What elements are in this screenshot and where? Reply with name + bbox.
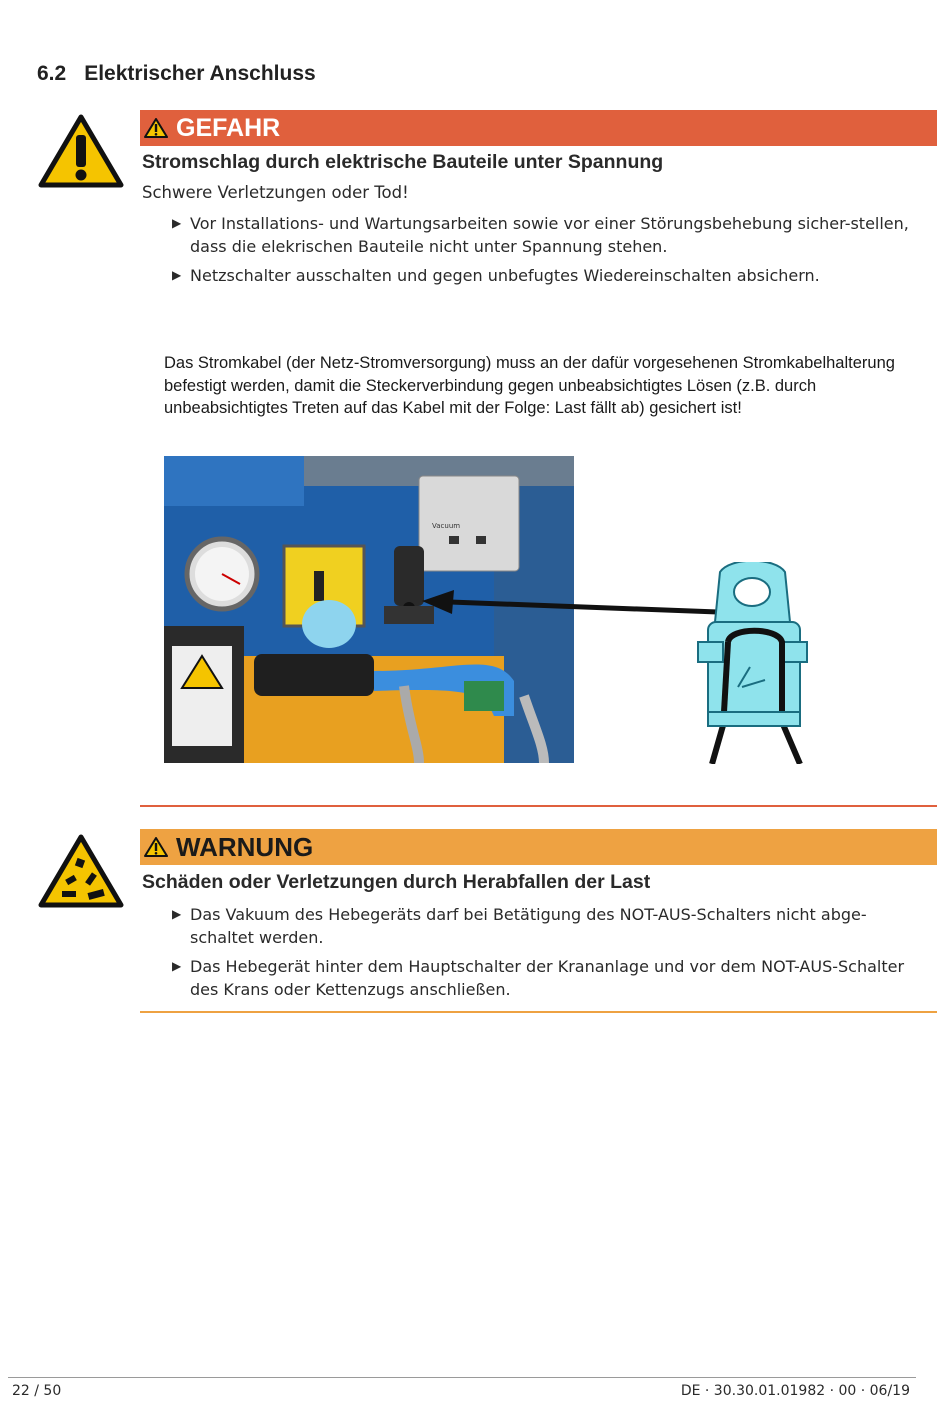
divider [140, 805, 937, 807]
danger-measure-1 [172, 212, 912, 258]
section-number: 6.2 [37, 62, 67, 85]
page-number: 22 / 50 [12, 1383, 62, 1399]
danger-hazard-title: Stromschlag durch elektrische Bauteile unter Spannung [142, 151, 664, 173]
danger-measure-2 [172, 264, 912, 287]
triangle-right-icon: ▶ [172, 959, 182, 973]
arrow-pointer-icon [420, 590, 720, 620]
warning-triangle-icon [38, 113, 124, 189]
triangle-right-icon: ▶ [172, 268, 182, 282]
warning-measure-text: Das Hebegerät hinter dem Hauptschalter der Krananlage und vor dem NOT-AUS-Schalter des Krans oder Kettenzugs anschließen. [190, 957, 905, 999]
falling-load-icon [38, 833, 124, 909]
danger-measure-text: Vor Installations- und Wartungsarbeiten sowie vor einer Störungsbehebung sicher-stellen, dass die elekrischen Bauteile nicht unter Spannung stehen. [190, 214, 909, 256]
danger-consequence: Schwere Verletzungen oder Tod! [142, 183, 409, 202]
divider [140, 1011, 937, 1013]
warning-banner [140, 829, 937, 865]
footer-rule [8, 1377, 916, 1378]
document-reference: DE · 30.30.01.01982 · 00 · 06/19 [680, 1383, 910, 1399]
danger-measure-text: Netzschalter ausschalten und gegen unbefugtes Wiedereinschalten absichern. [190, 266, 820, 285]
small-warning-icon [144, 117, 168, 139]
cable-mount-paragraph: Das Stromkabel (der Netz-Stromversorgung) muss an der dafür vorgesehenen Stromkabelhalterung befestigt werden, damit die Steckerverbindung gegen unbeabsichtigtes Lösen (z.B. durch unbeabsichtigtes Treten auf das Kabel mit der Folge: Last fällt ab) gesichert ist! [164, 354, 895, 417]
gauge-label: Vacuum [432, 522, 461, 530]
warning-measure-2 [172, 955, 912, 1001]
triangle-right-icon: ▶ [172, 907, 182, 921]
section-title: Elektrischer Anschluss [84, 62, 316, 85]
warning-measure-text: Das Vakuum des Hebegeräts darf bei Betätigung des NOT-AUS-Schalters nicht abge-schaltet werden. [190, 905, 867, 947]
section-heading [37, 62, 316, 86]
cable-holder-drawing [690, 562, 815, 764]
warning-signal-word: WARNUNG [176, 831, 314, 862]
danger-signal-word: GEFAHR [176, 113, 281, 142]
warning-hazard-title: Schäden oder Verletzungen durch Herabfallen der Last [142, 871, 651, 893]
warning-measure-1 [172, 903, 912, 949]
danger-banner [140, 110, 937, 146]
small-warning-icon [144, 836, 168, 858]
triangle-right-icon: ▶ [172, 216, 182, 230]
